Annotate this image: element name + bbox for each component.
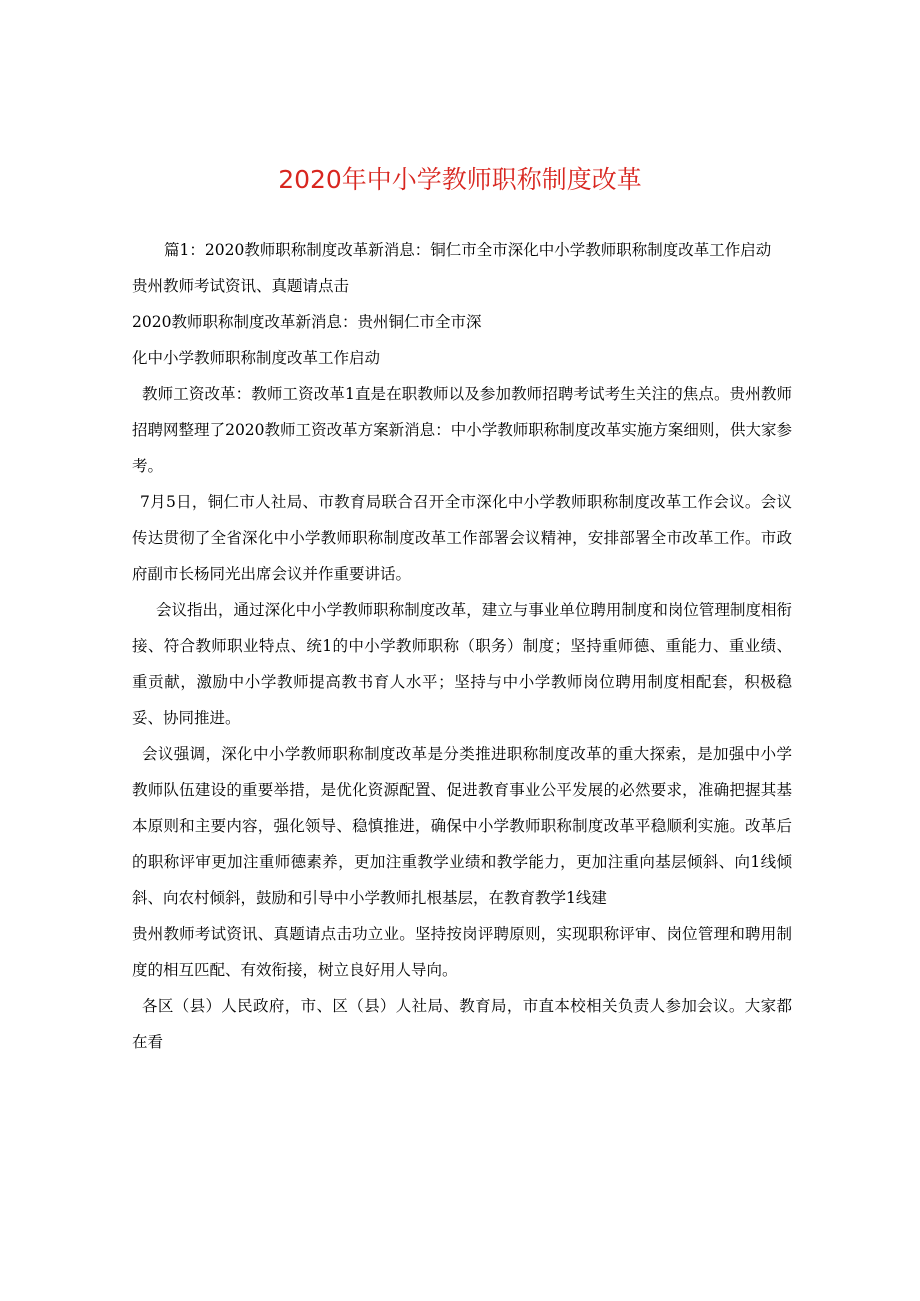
paragraph-exam-info-link[interactable]: 贵州教师考试资讯、真题请点击 bbox=[132, 277, 350, 295]
paragraph-news-headline-part2: 化中小学教师职称制度改革工作启动 bbox=[132, 349, 381, 367]
paragraph-salary-reform: 教师工资改革：教师工资改革1直是在职教师以及参加教师招聘考试考生关注的焦点。贵州教师招聘网整理了2020教师工资改革方案新消息：中小学教师职称制度改革实施方案细则，供大家参考。 bbox=[132, 385, 792, 475]
paragraph-meeting-emphasis: 会议强调，深化中小学教师职称制度改革是分类推进职称制度改革的重大探索，是加强中小学教师队伍建设的重要举措，是优化资源配置、促进教育事业公平发展的必然要求，准确把握其基本原则和主要内容，强化领导、稳慎推进，确保中小学教师职称制度改革平稳顺利实施。改革后的职称评审更加注重师德素养，更加注重教学业绩和教学能力，更加注重向基层倾斜、向1线倾斜、向农村倾斜，鼓励和引导中小学教师扎根基层，在教育教学1线建 bbox=[132, 745, 792, 907]
document-body bbox=[132, 232, 792, 1060]
paragraph-attendees: 各区（县）人民政府，市、区（县）人社局、教育局，市直本校相关负责人参加会议。大家都在看 bbox=[132, 997, 792, 1051]
paragraph-meeting-points: 会议指出，通过深化中小学教师职称制度改革，建立与事业单位聘用制度和岗位管理制度相衔接、符合教师职业特点、统1的中小学教师职称（职务）制度；坚持重师德、重能力、重业绩、重贡献，激励中小学教师提高教书育人水平；坚持与中小学教师岗位聘用制度相配套，积极稳妥、协同推进。 bbox=[132, 601, 792, 727]
paragraph-article-heading: 篇1：2020教师职称制度改革新消息：铜仁市全市深化中小学教师职称制度改革工作启动 bbox=[164, 241, 772, 259]
paragraph-exam-info-continued: 贵州教师考试资讯、真题请点击功立业。坚持按岗评聘原则，实现职称评审、岗位管理和聘用制度的相互匹配、有效衔接，树立良好用人导向。 bbox=[132, 925, 792, 979]
document-title: 2020年中小学教师职称制度改革 bbox=[278, 165, 642, 194]
paragraph-meeting-date: 7月5日，铜仁市人社局、市教育局联合召开全市深化中小学教师职称制度改革工作会议。会议传达贯彻了全省深化中小学教师职称制度改革工作部署会议精神，安排部署全市改革工作。市政府副市长杨同光出席会议并作重要讲话。 bbox=[132, 493, 792, 583]
paragraph-news-headline-part1: 2020教师职称制度改革新消息：贵州铜仁市全市深 bbox=[132, 313, 482, 331]
